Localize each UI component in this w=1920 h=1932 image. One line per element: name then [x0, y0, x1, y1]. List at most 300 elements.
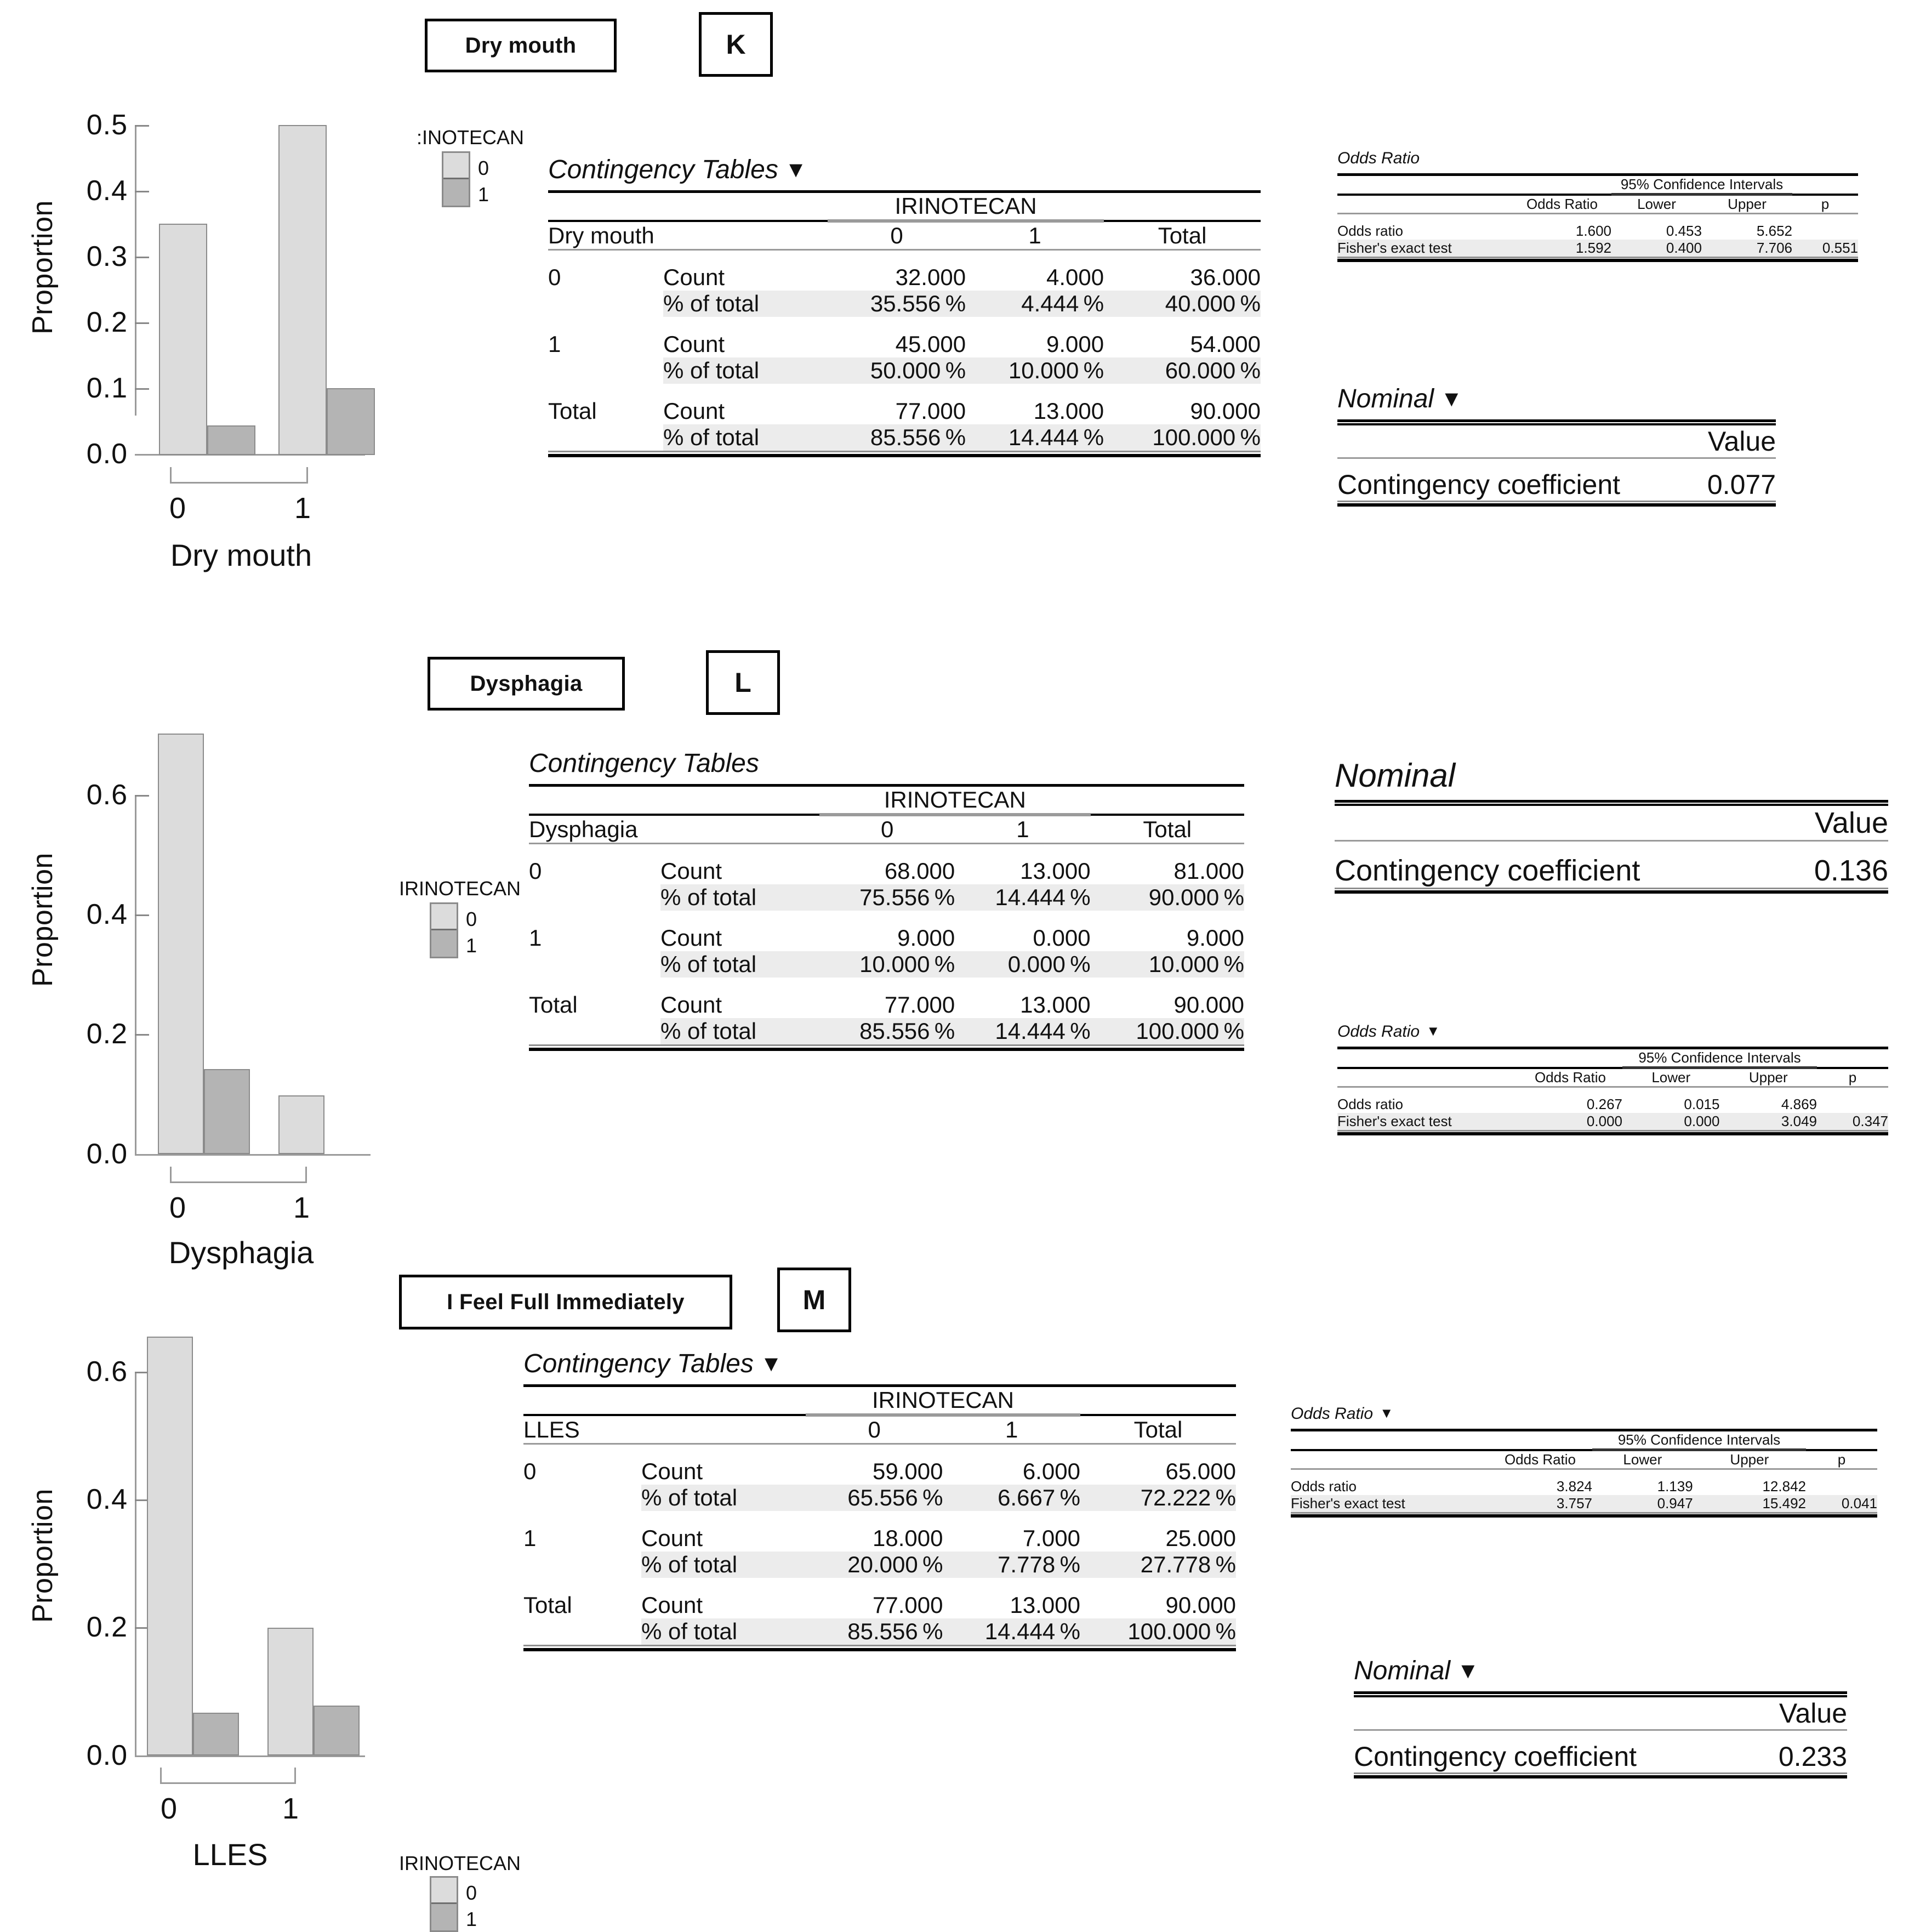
table-spacer: [529, 911, 1244, 925]
panel-title-box-l: [428, 657, 625, 711]
row-label: Contingency coefficient: [1335, 854, 1640, 887]
cell-pct-total: 90.000 %: [1091, 884, 1244, 911]
table-spacer: [523, 1511, 1236, 1525]
col-header-total: Total: [1133, 1416, 1183, 1442]
cell-pct-0: 85.556 %: [819, 1018, 955, 1045]
cell-pct-1: 14.444 %: [955, 884, 1090, 911]
cell-pct-1: 14.444 %: [955, 1018, 1090, 1045]
cell-count-1: 13.000: [1010, 1592, 1080, 1618]
y-tick-mark: [135, 388, 149, 390]
y-tick-label: 0.2: [86, 1018, 128, 1050]
contingency-heading[interactable]: [523, 1349, 1236, 1379]
table-column-headers: [1337, 424, 1776, 458]
table-row: [548, 291, 1261, 317]
table-row: [529, 992, 1244, 1018]
y-tick-label: 0.0: [86, 1138, 128, 1170]
cell-pct-1: 10.000 %: [966, 357, 1104, 384]
y-tick-mark: [135, 191, 149, 192]
contingency-table: [548, 190, 1261, 457]
y-tick-label: 0.1: [86, 372, 128, 404]
measure-label: % of total: [660, 951, 819, 978]
col-header-upper: Upper: [1730, 1451, 1769, 1468]
table-row: [548, 424, 1261, 452]
row-label: Fisher's exact test: [1291, 1495, 1488, 1513]
x-tick-label: 1: [294, 492, 311, 525]
x-axis-bracket: [170, 1167, 307, 1183]
value-p: [1817, 1096, 1888, 1113]
nominal-block-l: [1335, 757, 1888, 894]
col-header-upper: Upper: [1748, 1069, 1788, 1086]
cell-count-1: 13.000: [1020, 991, 1091, 1018]
row-label: 0: [548, 264, 561, 290]
odds-ratio-heading-text: Odds Ratio: [1291, 1405, 1374, 1423]
legend-key-0: 0: [466, 908, 477, 930]
nominal-heading-text: Nominal: [1337, 384, 1434, 413]
table-row: [523, 1525, 1236, 1552]
cell-count-1: 9.000: [1046, 331, 1104, 357]
col-header-0: 0: [890, 223, 903, 248]
value-odds-ratio: 0.000: [1518, 1113, 1622, 1131]
odds-ratio-heading[interactable]: [1337, 1022, 1888, 1041]
measure-label: Count: [660, 857, 722, 884]
x-axis-baseline: [135, 1755, 365, 1757]
value-odds-ratio: 1.600: [1575, 222, 1611, 239]
table-row: [523, 1458, 1236, 1485]
value-upper: 4.869: [1781, 1095, 1817, 1112]
measure-label: % of total: [663, 357, 828, 384]
table-spacer: [1291, 1469, 1877, 1478]
panel-title-box-m: [399, 1275, 732, 1329]
nominal-block-m: [1354, 1656, 1847, 1778]
col-header-value: Value: [1779, 1697, 1847, 1729]
table-column-headers: [1354, 1696, 1847, 1730]
value-contingency-coefficient: 0.077: [1707, 469, 1776, 500]
table-spacer: [529, 978, 1244, 992]
table-column-headers: [1335, 805, 1888, 841]
y-tick-mark: [135, 125, 149, 127]
row-var-header: Dry mouth: [548, 222, 654, 248]
row-label: Odds ratio: [1291, 1478, 1357, 1495]
bar-cat0-series0: [159, 224, 207, 455]
y-tick-mark: [135, 1034, 149, 1036]
bar-cat1-series1: [314, 1706, 360, 1755]
y-tick-label: 0.0: [86, 438, 128, 470]
chevron-down-icon[interactable]: ▼: [1457, 1658, 1479, 1684]
ci-span-header: 95% Confidence Intervals: [1611, 175, 1792, 195]
x-axis-bracket: [160, 1768, 296, 1784]
table-spacer: [1335, 840, 1888, 854]
legend-swatch-stack: [430, 902, 458, 958]
table-row: [1337, 1096, 1888, 1113]
table-bottom-rule: [1337, 257, 1858, 260]
measure-label: Count: [641, 1458, 703, 1484]
col-header-odds-ratio: Odds Ratio: [1504, 1451, 1576, 1468]
cell-pct-0: 35.556 %: [828, 291, 966, 317]
bar-cat0-series1: [207, 425, 255, 455]
legend-title: IRINOTECAN: [399, 1852, 521, 1874]
table-row: [529, 951, 1244, 978]
table-bottom-rule: [1337, 1130, 1888, 1134]
x-axis-bracket: [170, 467, 308, 484]
table-bottom-rule: [1335, 889, 1888, 892]
table-spacer: [1337, 1087, 1888, 1096]
col-header-lower: Lower: [1637, 196, 1676, 212]
cell-pct-1: 6.667 %: [943, 1485, 1080, 1511]
measure-label: Count: [660, 924, 722, 951]
col-header-lower: Lower: [1651, 1069, 1691, 1086]
contingency-block-l: [529, 748, 1244, 1051]
row-label: 1: [529, 924, 542, 951]
group-header: IRINOTECAN: [806, 1386, 1080, 1416]
cell-pct-1: 0.000 %: [955, 951, 1090, 978]
nominal-block-k: [1337, 384, 1776, 507]
cell-pct-0: 50.000 %: [828, 357, 966, 384]
x-axis-baseline: [135, 1154, 371, 1156]
table-column-headers: [1337, 195, 1858, 214]
table-column-headers: [529, 815, 1244, 844]
table-column-headers: [1337, 1068, 1888, 1087]
measure-label: Count: [663, 264, 725, 290]
odds-ratio-table: [1291, 1429, 1877, 1518]
bar-cat1-series0: [278, 1095, 324, 1154]
y-tick-label: 0.3: [86, 241, 128, 272]
chart-x-axis-label: Dysphagia: [168, 1235, 314, 1270]
measure-label: Count: [641, 1592, 703, 1618]
row-label: Odds ratio: [1337, 1095, 1403, 1112]
value-lower: 0.000: [1622, 1113, 1719, 1131]
table-row: [1354, 1741, 1847, 1774]
table-row: [523, 1552, 1236, 1578]
bar-chart-dysphagia: [0, 718, 417, 1270]
y-tick-mark: [135, 914, 149, 916]
bar-cat1-series0: [278, 125, 327, 455]
cell-count-0: 45.000: [895, 331, 966, 357]
cell-count-total: 90.000: [1173, 991, 1244, 1018]
table-spacer: [1337, 214, 1858, 223]
legend-swatch-stack: [430, 1876, 458, 1932]
panel-letter-text: K: [726, 29, 746, 60]
table-spacer: [1337, 458, 1776, 469]
chart-x-axis-label: Dry mouth: [170, 538, 312, 572]
table-header-rule: [548, 192, 1261, 221]
legend-key-1: 1: [466, 1908, 477, 1930]
y-tick-mark: [135, 322, 149, 324]
table-bottom-rule: [1291, 1513, 1877, 1516]
bar-cat0-series0: [158, 734, 204, 1154]
measure-label: % of total: [663, 424, 828, 452]
contingency-heading-text: Contingency Tables: [529, 749, 759, 778]
table-row: [548, 398, 1261, 424]
col-header-total: Total: [1158, 222, 1207, 248]
cell-pct-total: 40.000 %: [1104, 291, 1261, 317]
table-spacer: [548, 317, 1261, 331]
value-odds-ratio: 3.824: [1556, 1478, 1592, 1495]
cell-count-0: 77.000: [884, 991, 955, 1018]
legend-swatch-stack: [442, 151, 470, 207]
cell-pct-total: 10.000 %: [1091, 951, 1244, 978]
nominal-heading[interactable]: [1354, 1656, 1847, 1686]
cell-count-0: 77.000: [895, 397, 966, 424]
table-header-rule: [1337, 175, 1858, 195]
cell-pct-total: 27.778 %: [1080, 1552, 1236, 1578]
table-bottom-rule: [529, 1045, 1244, 1049]
chevron-down-icon[interactable]: ▼: [1426, 1024, 1440, 1039]
row-label: Fisher's exact test: [1337, 240, 1513, 258]
table-spacer: [523, 1578, 1236, 1592]
contingency-heading-text: Contingency Tables: [523, 1349, 754, 1378]
table-row: [523, 1485, 1236, 1511]
y-tick-label: 0.4: [86, 175, 128, 207]
odds-ratio-heading[interactable]: [1337, 149, 1858, 168]
cell-count-total: 36.000: [1190, 264, 1261, 290]
value-upper: 7.706: [1702, 240, 1792, 258]
value-p: 0.551: [1792, 240, 1858, 258]
legend-swatch-0: [431, 904, 457, 930]
col-header-1: 1: [1005, 1417, 1018, 1442]
odds-ratio-heading[interactable]: [1291, 1405, 1877, 1423]
row-label: Contingency coefficient: [1354, 1741, 1637, 1772]
cell-pct-1: 4.444 %: [966, 291, 1104, 317]
table-row: [1337, 469, 1776, 502]
chevron-down-icon[interactable]: ▼: [1380, 1406, 1394, 1422]
chevron-down-icon[interactable]: ▼: [760, 1351, 783, 1377]
value-upper: 3.049: [1719, 1113, 1817, 1131]
legend-swatch-1: [443, 179, 469, 206]
cell-count-total: 90.000: [1190, 397, 1261, 424]
col-header-p: p: [1821, 195, 1830, 212]
nominal-table: [1335, 800, 1888, 894]
cell-count-total: 25.000: [1165, 1525, 1236, 1551]
cell-count-1: 13.000: [1033, 397, 1104, 424]
col-header-1: 1: [1028, 223, 1041, 248]
row-label: 1: [548, 331, 561, 357]
col-header-0: 0: [880, 816, 894, 842]
table-row: [1291, 1495, 1877, 1513]
y-tick-label: 0.5: [86, 109, 128, 141]
cell-count-total: 9.000: [1186, 924, 1244, 951]
table-bottom-rule: [1354, 1774, 1847, 1777]
table-row: [1335, 854, 1888, 889]
cell-pct-1: 7.778 %: [943, 1552, 1080, 1578]
table-row: [523, 1592, 1236, 1618]
contingency-heading-text: Contingency Tables: [548, 155, 778, 184]
panel-letter-box-l: [706, 650, 780, 715]
col-header-p: p: [1837, 1451, 1846, 1468]
col-header-value: Value: [1707, 425, 1776, 457]
contingency-heading[interactable]: [529, 748, 1244, 779]
value-lower: 0.400: [1611, 240, 1702, 258]
table-row: [529, 884, 1244, 911]
value-p: [1792, 223, 1858, 240]
cell-count-1: 7.000: [1022, 1525, 1080, 1551]
legend-key-0: 0: [478, 157, 489, 179]
row-var-header: Dysphagia: [529, 816, 638, 842]
table-column-headers: [1291, 1450, 1877, 1469]
ci-span-header: 95% Confidence Intervals: [1622, 1048, 1817, 1068]
table-spacer: [523, 1444, 1236, 1458]
table-row: [548, 357, 1261, 384]
cell-count-total: 81.000: [1173, 857, 1244, 884]
table-row: [548, 331, 1261, 357]
row-label: 0: [529, 857, 542, 884]
x-tick-label: 1: [293, 1191, 310, 1224]
cell-pct-0: 10.000 %: [819, 951, 955, 978]
legend-key-0: 0: [466, 1882, 477, 1904]
table-column-headers: [548, 221, 1261, 250]
row-label: Total: [523, 1592, 572, 1618]
x-tick-label: 0: [169, 492, 186, 525]
table-row: [1291, 1478, 1877, 1495]
nominal-heading[interactable]: [1335, 757, 1888, 794]
legend-title: :INOTECAN: [417, 126, 525, 149]
panel-m: [0, 1261, 1920, 1930]
cell-count-1: 0.000: [1033, 924, 1091, 951]
contingency-heading[interactable]: [548, 155, 1261, 185]
measure-label: % of total: [660, 1018, 819, 1045]
odds-ratio-heading-text: Odds Ratio: [1337, 149, 1420, 167]
cell-pct-1: 14.444 %: [943, 1618, 1080, 1646]
legend-key-1: 1: [466, 934, 477, 957]
value-p: 0.347: [1817, 1113, 1888, 1131]
measure-label: % of total: [641, 1485, 806, 1511]
value-lower: 0.453: [1666, 222, 1702, 239]
cell-pct-total: 100.000 %: [1080, 1618, 1236, 1646]
measure-label: Count: [663, 331, 725, 357]
col-header-p: p: [1848, 1069, 1857, 1086]
panel-letter-text: M: [802, 1285, 826, 1315]
measure-label: % of total: [660, 884, 819, 911]
row-label: 0: [523, 1458, 537, 1484]
cell-pct-total: 100.000 %: [1104, 424, 1261, 452]
panel-title-text: Dry mouth: [465, 33, 577, 58]
y-tick-label: 0.4: [86, 899, 128, 930]
col-header-odds-ratio: Odds Ratio: [1526, 195, 1598, 212]
cell-pct-0: 85.556 %: [806, 1618, 943, 1646]
odds-ratio-heading-text: Odds Ratio: [1337, 1022, 1420, 1041]
bar-chart-lles: [0, 1316, 417, 1872]
table-header-rule: [523, 1386, 1236, 1416]
bar-chart-dry-mouth: [0, 99, 417, 647]
col-header-1: 1: [1016, 816, 1029, 842]
bar-cat1-series0: [267, 1628, 314, 1755]
panel-letter-box-k: [699, 12, 773, 77]
cell-count-0: 32.000: [895, 264, 966, 290]
panel-title-text: I Feel Full Immediately: [447, 1289, 685, 1314]
panel-letter-text: L: [734, 667, 751, 698]
cell-count-0: 77.000: [873, 1592, 943, 1618]
legend-swatch-1: [431, 930, 457, 957]
legend-swatch-1: [431, 1904, 457, 1930]
x-tick-label: 1: [282, 1792, 299, 1825]
row-label: Odds ratio: [1337, 222, 1403, 239]
table-spacer: [529, 844, 1244, 858]
cell-count-1: 4.000: [1046, 264, 1104, 290]
bar-cat0-series1: [204, 1069, 250, 1154]
measure-label: Count: [663, 397, 725, 424]
table-header-rule: [529, 786, 1244, 815]
table-bottom-rule: [1337, 502, 1776, 505]
table-row: [523, 1618, 1236, 1646]
contingency-block-m: [523, 1349, 1236, 1651]
cell-pct-1: 14.444 %: [966, 424, 1104, 452]
table-column-headers: [523, 1415, 1236, 1444]
value-upper: 5.652: [1756, 222, 1792, 239]
nominal-heading[interactable]: [1337, 384, 1776, 414]
group-header: IRINOTECAN: [828, 192, 1104, 221]
value-lower: 0.015: [1684, 1095, 1720, 1112]
row-label: 1: [523, 1525, 537, 1551]
value-contingency-coefficient: 0.136: [1814, 854, 1888, 887]
y-tick-label: 0.2: [86, 1611, 128, 1643]
row-label: Fisher's exact test: [1337, 1113, 1518, 1131]
y-axis-line: [135, 289, 136, 416]
cell-count-total: 65.000: [1165, 1458, 1236, 1484]
y-tick-label: 0.2: [86, 306, 128, 338]
cell-pct-total: 72.222 %: [1080, 1485, 1236, 1511]
value-odds-ratio: 3.757: [1488, 1495, 1592, 1513]
y-axis-line: [135, 125, 136, 289]
value-upper: 12.842: [1762, 1478, 1806, 1495]
nominal-heading-text: Nominal: [1354, 1656, 1451, 1685]
y-axis-line: [135, 795, 136, 1154]
col-header-total: Total: [1143, 816, 1192, 842]
measure-label: % of total: [641, 1552, 806, 1578]
chart-x-axis-label: LLES: [192, 1837, 268, 1872]
y-tick-label: 0.6: [86, 1356, 128, 1388]
y-tick-label: 0.0: [86, 1740, 128, 1771]
cell-count-0: 9.000: [897, 924, 955, 951]
ci-span-header: 95% Confidence Intervals: [1592, 1430, 1806, 1450]
x-tick-label: 0: [160, 1792, 178, 1825]
table-row: [1337, 240, 1858, 258]
col-header-0: 0: [868, 1417, 881, 1442]
table-header-rule: [1291, 1430, 1877, 1450]
nominal-table: [1354, 1691, 1847, 1778]
col-header-upper: Upper: [1728, 196, 1767, 212]
table-row: [529, 858, 1244, 884]
measure-label: Count: [660, 991, 722, 1018]
bar-cat0-series1: [193, 1713, 239, 1755]
col-header-odds-ratio: Odds Ratio: [1534, 1069, 1606, 1086]
group-header: IRINOTECAN: [819, 786, 1091, 815]
table-header-rule: [1337, 1048, 1888, 1068]
y-tick-mark: [135, 795, 149, 797]
cell-count-1: 13.000: [1020, 857, 1091, 884]
panel-letter-box-m: [777, 1268, 851, 1332]
value-lower: 0.947: [1592, 1495, 1693, 1513]
cell-count-0: 18.000: [873, 1525, 943, 1551]
chevron-down-icon[interactable]: ▼: [784, 157, 807, 183]
cell-count-0: 59.000: [873, 1458, 943, 1484]
cell-count-total: 54.000: [1190, 331, 1261, 357]
odds-ratio-block-m: [1291, 1405, 1877, 1518]
chart-y-axis-label: Proportion: [27, 1488, 59, 1623]
value-p: 0.041: [1806, 1495, 1877, 1513]
chevron-down-icon[interactable]: ▼: [1440, 386, 1463, 412]
table-spacer: [548, 250, 1261, 264]
row-label: Total: [529, 991, 578, 1018]
odds-ratio-block-k: [1337, 149, 1858, 262]
cell-count-0: 68.000: [884, 857, 955, 884]
panel-k: [0, 0, 1920, 630]
value-p: [1806, 1478, 1877, 1495]
cell-pct-0: 65.556 %: [806, 1485, 943, 1511]
cell-pct-0: 20.000 %: [806, 1552, 943, 1578]
table-spacer: [1354, 1730, 1847, 1741]
panel-title-box-k: [425, 19, 617, 72]
col-header-lower: Lower: [1623, 1451, 1662, 1468]
cell-pct-0: 85.556 %: [828, 424, 966, 452]
